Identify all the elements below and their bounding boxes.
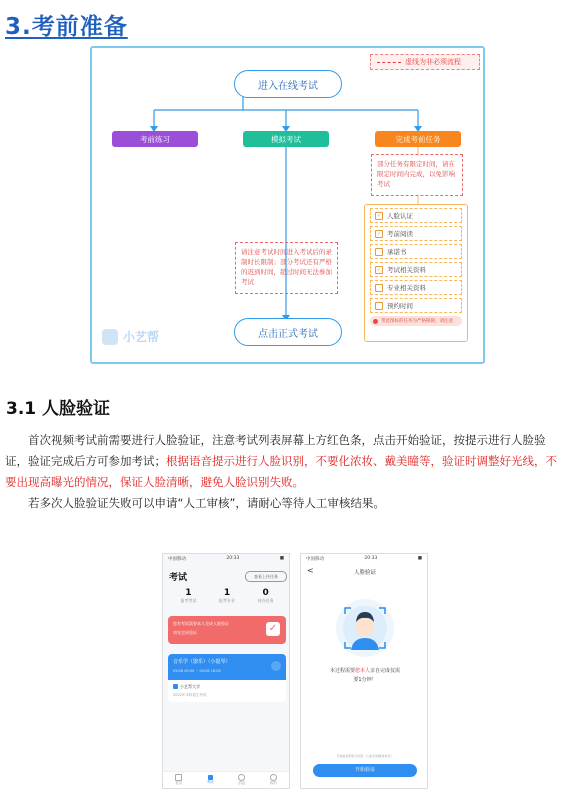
nav-messages[interactable]: 消息	[238, 774, 245, 786]
flowchart	[90, 46, 485, 364]
org-logo-icon	[173, 684, 178, 689]
org-card: 小艺帮大学 2022年本科招生考试	[168, 680, 286, 702]
checkbox-icon	[375, 248, 383, 256]
stats-row	[169, 588, 285, 610]
dashed-line-icon	[377, 62, 401, 63]
branch-practice: 考前练习	[112, 131, 198, 147]
face-verify-alert[interactable]: 您有考试需要本人完成人脸验证 请先完成验证 ✓	[168, 616, 286, 644]
verify-description-line2: 要1分钟！	[353, 677, 377, 683]
message-icon	[238, 774, 245, 781]
checkbox-icon	[375, 284, 383, 292]
stat-item: 1 报考专业	[218, 588, 235, 603]
bottom-nav	[163, 771, 289, 788]
exam-card[interactable]: 音乐学（器乐）（小提琴） 05/26 09:00 ~ 05/26 18:00	[168, 654, 286, 680]
verify-description: 本过程需要您本人亲自完成仅需	[329, 668, 401, 674]
checkbox-icon	[375, 302, 383, 310]
face-scan-icon	[335, 598, 395, 658]
branch-pre-exam-tasks: 完成考前任务	[375, 131, 461, 147]
status-bar: 中国移动 20:33 ■	[168, 556, 284, 562]
task-item: ✓ 人脸认证	[370, 208, 462, 223]
agreement-text[interactable]: 开始验证即表示同意《人脸识别服务协议》	[336, 754, 394, 758]
upload-tasks-button[interactable]: 查看上传任务	[245, 571, 287, 582]
flowchart-legend	[370, 54, 480, 70]
logo-icon	[102, 329, 118, 345]
task-list	[364, 204, 468, 342]
screen-title: 人脸验证	[353, 570, 376, 576]
checkbox-icon: ✓	[376, 266, 382, 273]
phone-screenshot-exam-list	[162, 553, 290, 789]
start-node: 进入在线考试	[234, 70, 342, 98]
task-item: 专业相关资料	[370, 280, 462, 295]
home-icon	[175, 774, 182, 781]
stat-item: 0 待办任务	[257, 588, 274, 603]
logo: 小艺帮	[102, 328, 159, 345]
screen-title: 考试	[169, 573, 188, 583]
task-item: 预约时间	[370, 298, 462, 313]
fingerprint-icon	[271, 661, 281, 671]
checkbox-icon: ✓	[376, 230, 382, 237]
status-bar: 中国移动 20:33 ■	[306, 556, 422, 562]
task-warning: 带此图标的任务为严格限制，请注意	[370, 316, 462, 326]
task-item: ✓ 考试相关资料	[370, 262, 462, 277]
phone-screenshot-face-verify	[300, 553, 428, 789]
section-title: 3.考前准备	[5, 14, 128, 40]
end-node: 点击正式考试	[234, 318, 342, 346]
legend-text: 虚线为非必须流程	[405, 58, 461, 66]
nav-home[interactable]: 首页	[175, 774, 182, 786]
stat-item: 1 报考考试	[180, 588, 197, 603]
nav-exam[interactable]: 考试	[207, 775, 214, 785]
nav-profile[interactable]: 我的	[270, 774, 277, 786]
start-verify-button[interactable]: 开始验证	[313, 764, 417, 777]
task-item: ✓ 考前阅读	[370, 226, 462, 241]
task-time-note: 部分任务有限定时间，请在限定时间内完成，以免影响考试	[371, 154, 463, 196]
profile-icon	[270, 774, 277, 781]
branch-mock-exam: 模拟考试	[243, 131, 329, 147]
back-icon[interactable]: <	[307, 566, 314, 575]
warning-icon	[373, 319, 378, 324]
paragraph-face-verification: 首次视频考试前需要进行人脸验证，注意考试列表屏幕上方红色条，点击开始验证，按提示进行人脸验证，验证完成后方可参加考试；根据语音提示进行人脸识别，不要化浓妆、戴美瞳等，验证时调整好光线，不要出现高曝光的情况，保证人脸清晰，避免人脸识别失败。	[5, 433, 557, 489]
checkbox-icon: ✓	[376, 212, 382, 219]
subsection-title: 3.1 人脸验证	[6, 399, 111, 419]
task-item: 承诺书	[370, 244, 462, 259]
paragraph-manual-review: 若多次人脸验证失败可以申请“人工审核”，请耐心等待人工审核结果。	[28, 496, 385, 510]
mock-exam-note: 请注意考试时间进入考试后的录制时长限制；部分考试还有严格的迟到时间，超过时间无法参加考试	[235, 242, 338, 294]
shield-check-icon: ✓	[266, 622, 280, 636]
